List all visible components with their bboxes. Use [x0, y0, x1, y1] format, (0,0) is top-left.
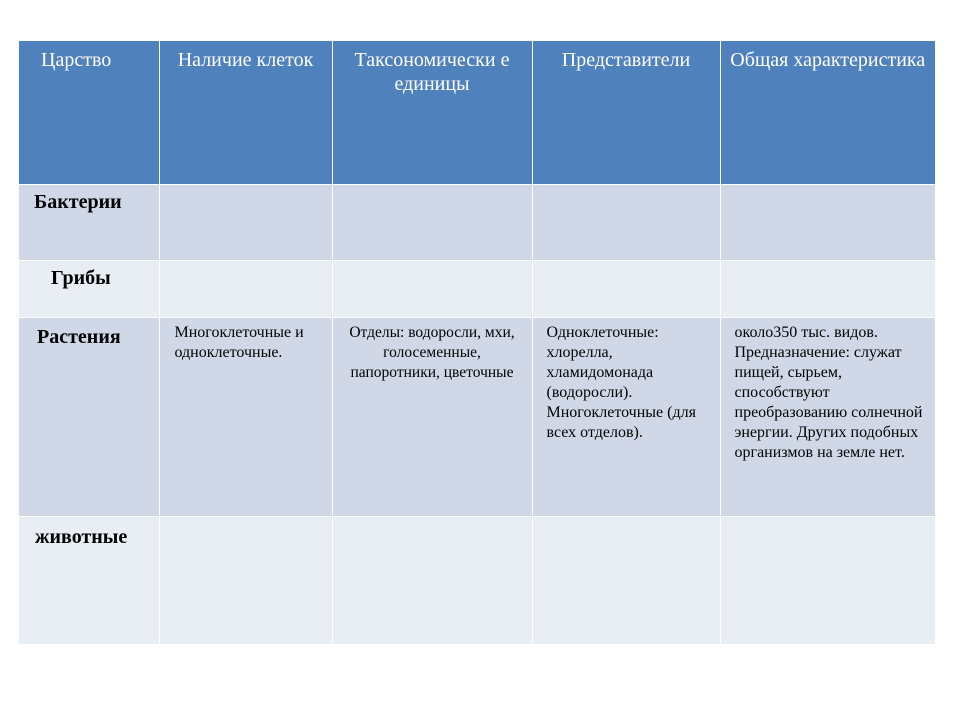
header-taxonomic-units: Таксономически е единицы [332, 41, 532, 184]
animals-taxonomic-units [332, 516, 532, 644]
bacteria-cells-presence [159, 184, 332, 260]
animals-cells-presence [159, 516, 332, 644]
row-head-fungi: Грибы [19, 260, 159, 317]
header-cells-presence: Наличие клеток [159, 41, 332, 184]
plants-representatives: Одноклеточные: хлорелла, хламидомонада (водоросли). Многоклеточные (для всех отделов). [532, 317, 720, 516]
fungi-cells-presence [159, 260, 332, 317]
fungi-representatives [532, 260, 720, 317]
table-row-animals [19, 516, 935, 644]
row-head-plants: Растения [19, 317, 159, 516]
plants-general-characteristics: около350 тыс. видов. Предназначение: служат пищей, сырьем, способствуют преобразованию солнечной энергии. Других подобных организмов на земле нет. [734, 323, 923, 461]
header-representatives: Представители [532, 41, 720, 184]
table-row-plants [19, 317, 935, 516]
header-kingdom: Царство [19, 41, 159, 184]
plants-cells-presence: Многоклеточные и одноклеточные. [159, 317, 332, 516]
header-general-characteristics: Общая характеристика [730, 49, 926, 71]
animals-general-characteristics [720, 516, 935, 644]
row-head-animals: животные [19, 516, 159, 644]
kingdoms-table-container [19, 41, 935, 644]
fungi-taxonomic-units [332, 260, 532, 317]
animals-representatives [532, 516, 720, 644]
kingdoms-table [19, 41, 935, 644]
bacteria-taxonomic-units [332, 184, 532, 260]
plants-taxonomic-units: Отделы: водоросли, мхи, голосеменные, папоротники, цветочные [332, 317, 532, 516]
fungi-general-characteristics [720, 260, 935, 317]
bacteria-general-characteristics [720, 184, 935, 260]
table-row-bacteria [19, 184, 935, 260]
bacteria-representatives [532, 184, 720, 260]
table-header-row [19, 41, 935, 184]
table-row-fungi [19, 260, 935, 317]
row-head-bacteria: Бактерии [19, 184, 159, 260]
